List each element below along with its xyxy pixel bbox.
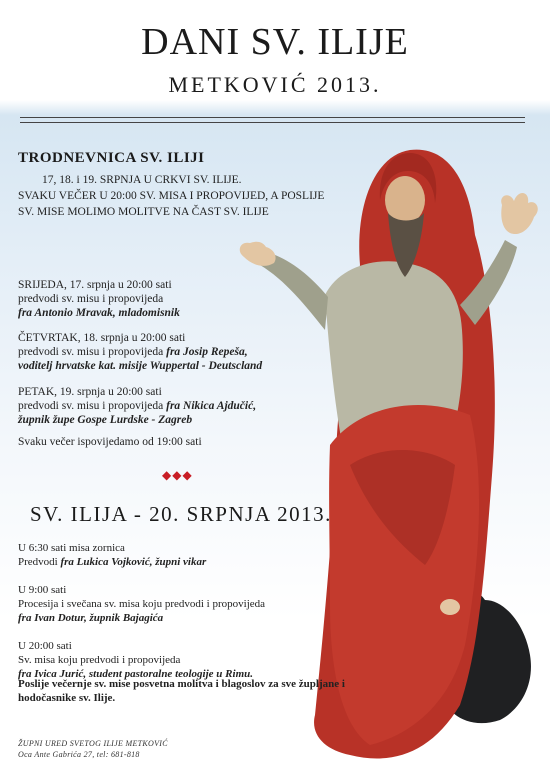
triduum-intro [18, 172, 378, 220]
poster-subtitle: METKOVIĆ 2013. [168, 72, 382, 97]
footer-address: Oca Ante Gabrića 27, tel: 681-818 [18, 750, 140, 759]
divider-line [20, 117, 525, 118]
day-role: predvodi sv. misu i propovijeda [18, 400, 167, 412]
day-date: PETAK, 19. srpnja u 20:00 sati [18, 386, 162, 398]
day-role: predvodi sv. misu i propovijeda [18, 346, 167, 358]
day-role: predvodi sv. misu i propovijeda [18, 293, 164, 305]
closing-note: Poslije večernje sv. mise posvetna molitva i blagoslov za sve župljane i hodočasnike sv. Ilije. [18, 678, 345, 704]
parish-footer [18, 738, 168, 760]
footer-parish: ŽUPNI URED SVETOG ILIJE METKOVIĆ [18, 739, 168, 748]
feast-celebrant: fra Ivica Jurić, student pastoralne teologije u Rimu. [18, 668, 253, 680]
day-date: SRIJEDA, 17. srpnja u 20:00 sati [18, 279, 172, 291]
feast-heading: SV. ILIJA - 20. SRPNJA 2013. [30, 502, 332, 526]
intro-line: 17, 18. i 19. SRPNJA U CRKVI SV. ILIJE. [42, 174, 242, 186]
feast-item-2 [18, 583, 348, 625]
day-date: ČETVRTAK, 18. srpnja u 20:00 sati [18, 332, 186, 344]
day-celebrant: fra Nikica Ajdučić, [166, 400, 257, 412]
feast-time: U 20:00 sati [18, 640, 72, 652]
day-celebrant-role: voditelj hrvatske kat. misije Wuppertal - Deutscland [18, 360, 263, 372]
feast-time: U 9:00 sati [18, 584, 67, 596]
intro-line: SV. MISE MOLIMO MOLITVE NA ČAST SV. ILIJE [18, 206, 269, 218]
confession-note: Svaku večer ispovijedamo od 19:00 sati [18, 436, 202, 448]
feast-item-3 [18, 639, 348, 681]
divider-line [20, 122, 525, 123]
day-celebrant: fra Antonio Mravak, mladomisnik [18, 307, 180, 319]
feast-celebrant: fra Lukica Vojković, župni vikar [60, 556, 207, 568]
intro-line: SVAKU VEČER U 20:00 SV. MISA I PROPOVIJED, A POSLIJE [18, 190, 325, 202]
diamond-separator: ◆◆◆ [162, 468, 193, 482]
day-celebrant: fra Josip Repeša, [166, 346, 248, 358]
feast-time: U 6:30 sati misa zornica [18, 542, 125, 554]
triduum-day-3 [18, 385, 318, 427]
triduum-heading: TRODNEVNICA SV. ILIJI [18, 150, 205, 166]
triduum-day-2 [18, 331, 318, 373]
poster-title: DANI SV. ILIJE [141, 21, 409, 63]
feast-item-1 [18, 541, 348, 569]
triduum-day-1 [18, 278, 318, 320]
day-celebrant-role: župnik župe Gospe Lurdske - Zagreb [18, 414, 193, 426]
feast-role: Procesija i svečana sv. misa koju predvodi i propovijeda [18, 598, 266, 610]
feast-role: Sv. misa koju predvodi i propovijeda [18, 654, 181, 666]
feast-role: Predvodi [18, 556, 61, 568]
feast-celebrant: fra Ivan Dotur, župnik Bajagića [18, 612, 164, 624]
